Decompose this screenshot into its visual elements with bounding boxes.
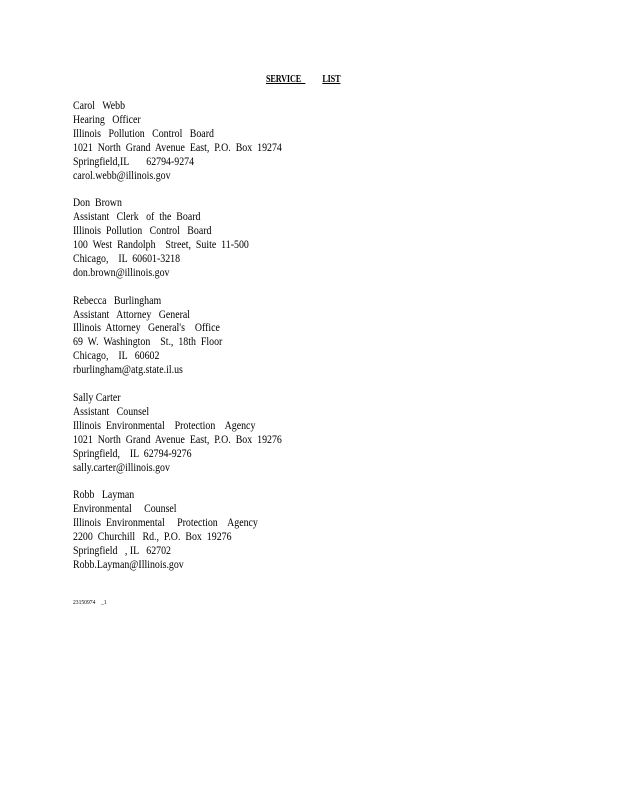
title-service: SERVICE	[266, 74, 302, 85]
service-entry-carter	[73, 392, 316, 475]
entry-organization: Illinois Attorney General's Office	[73, 322, 220, 335]
entry-address: 69 W. Washington St., 18th Floor	[73, 336, 223, 349]
entry-title: Assistant Counsel	[73, 405, 150, 418]
entry-organization: Illinois Pollution Control Board	[73, 225, 212, 238]
entry-city: Springfield , IL 62702	[73, 544, 171, 557]
entry-title: Assistant Attorney General	[73, 308, 191, 321]
entry-city: Springfield,IL 62794-9274	[73, 155, 195, 168]
entry-email: sally.carter@illinois.gov	[73, 461, 170, 474]
entry-name: Sally Carter	[73, 391, 121, 404]
entry-city: Springfield, IL 62794-9276	[73, 447, 192, 460]
entry-organization: Illinois Pollution Control Board	[73, 127, 214, 140]
entry-name: Carol Webb	[73, 100, 126, 112]
entry-email: Robb.Layman@Illinois.gov	[73, 558, 184, 571]
entry-email: don.brown@illinois.gov	[73, 266, 170, 279]
service-entry-burlingham	[73, 295, 316, 378]
entry-name: Rebecca Burlingham	[73, 294, 162, 307]
service-list	[73, 100, 316, 587]
entry-email: rburlingham@atg.state.il.us	[73, 364, 183, 377]
entry-address: 1021 North Grand Avenue East, P.O. Box 19276	[73, 433, 282, 446]
title-gap	[301, 74, 322, 85]
entry-name: Don Brown	[73, 197, 122, 210]
entry-title: Environmental Counsel	[73, 503, 177, 516]
document-footer-id: 23150974 _1	[73, 599, 107, 606]
entry-organization: Illinois Environmental Protection Agency	[73, 419, 256, 432]
entry-address: 1021 North Grand Avenue East, P.O. Box 19274	[73, 141, 282, 154]
service-entry-layman	[73, 489, 316, 572]
entry-email: carol.webb@illinois.gov	[73, 169, 171, 182]
entry-address: 100 West Randolph Street, Suite 11-500	[73, 239, 249, 252]
document-title	[266, 74, 340, 85]
entry-city: Chicago, IL 60602	[73, 350, 160, 363]
entry-name: Robb Layman	[73, 489, 135, 502]
entry-organization: Illinois Environmental Protection Agency	[73, 517, 258, 530]
entry-title: Hearing Officer	[73, 113, 141, 126]
entry-title: Assistant Clerk of the Board	[73, 211, 201, 224]
service-entry-brown	[73, 197, 316, 280]
entry-address: 2200 Churchill Rd., P.O. Box 19276	[73, 531, 232, 544]
entry-city: Chicago, IL 60601-3218	[73, 252, 181, 265]
service-entry-webb	[73, 100, 316, 183]
title-list: LIST	[322, 74, 341, 85]
